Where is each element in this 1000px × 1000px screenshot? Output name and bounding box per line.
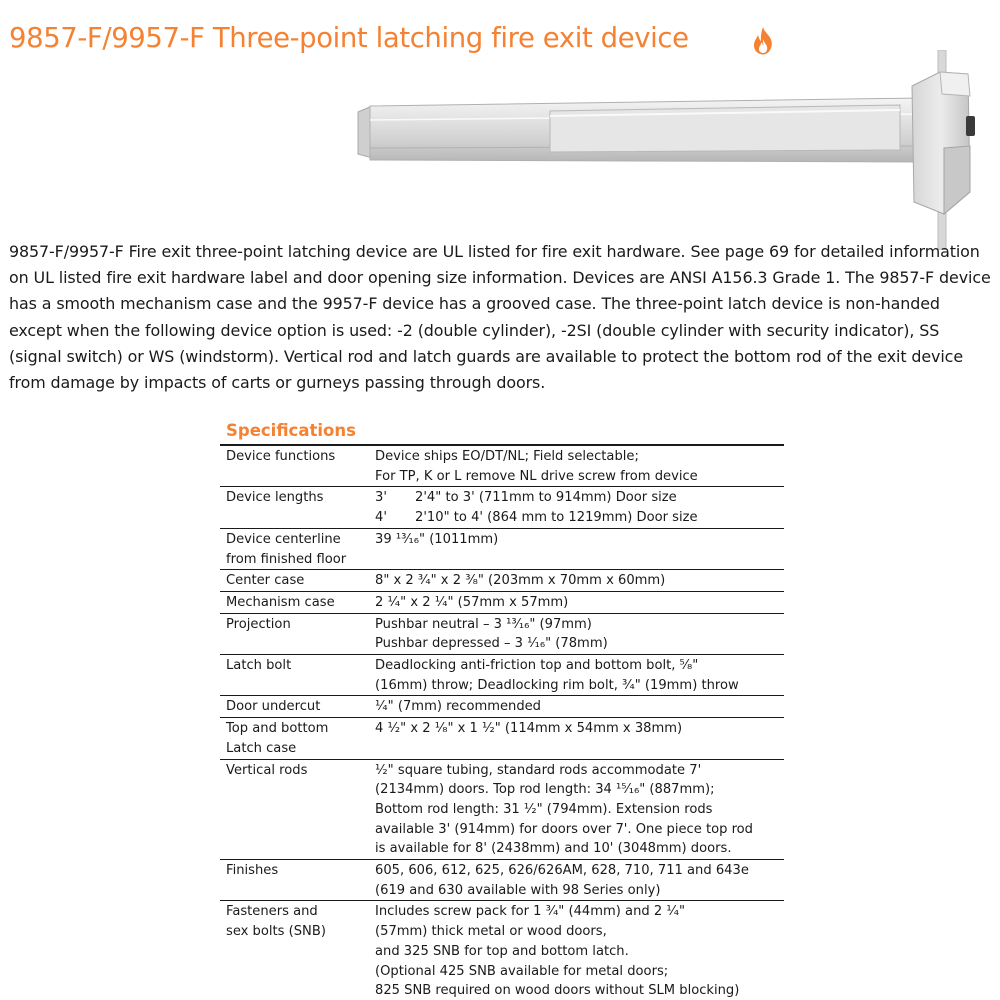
- spec-label-line: Latch case: [226, 740, 297, 756]
- spec-value-line: Pushbar depressed – 3 ¹⁄₁₆" (78mm): [375, 636, 608, 652]
- spec-value: [369, 696, 784, 718]
- spec-label: [220, 591, 369, 613]
- spec-value-line: 8" x 2 ³⁄₄" x 2 ³⁄₈" (203mm x 70mm x 60mm): [375, 573, 666, 589]
- spec-value: [369, 655, 784, 696]
- spec-row: [220, 570, 784, 592]
- spec-label-line: Device centerline: [226, 531, 341, 547]
- spec-label: [220, 487, 369, 528]
- spec-value: [369, 591, 784, 613]
- device-length-size: 4': [375, 510, 387, 526]
- spec-label-line: Latch bolt: [226, 658, 292, 674]
- device-length-range: 2'10" to 4' (864 mm to 1219mm) Door size: [415, 510, 698, 526]
- spec-row: [220, 860, 784, 901]
- spec-row: [220, 718, 784, 759]
- spec-value-line: (619 and 630 available with 98 Series only): [375, 882, 661, 898]
- spec-label: [220, 570, 369, 592]
- spec-row: [220, 445, 784, 487]
- spec-label: [220, 655, 369, 696]
- device-length-entry: [375, 508, 784, 528]
- spec-row: [220, 759, 784, 860]
- spec-value-line: and 325 SNB for top and bottom latch.: [375, 943, 629, 959]
- spec-value-line: (16mm) throw; Deadlocking rim bolt, ³⁄₄" (19mm) throw: [375, 677, 739, 693]
- spec-label-line: Center case: [226, 573, 305, 589]
- spec-value-line: ¹⁄₂" square tubing, standard rods accommodate 7': [375, 762, 702, 778]
- spec-row: [220, 591, 784, 613]
- spec-row: [220, 528, 784, 569]
- spec-label-line: Door undercut: [226, 699, 321, 715]
- spec-value-line: (57mm) thick metal or wood doors,: [375, 924, 607, 940]
- spec-value: [369, 487, 784, 528]
- spec-label-line: Finishes: [226, 863, 279, 879]
- spec-label-line: Device lengths: [226, 490, 324, 506]
- spec-value-line: (2134mm) doors. Top rod length: 34 ¹⁵⁄₁₆" (887mm);: [375, 782, 715, 798]
- spec-row: [220, 655, 784, 696]
- spec-value-line: Bottom rod length: 31 ¹⁄₂" (794mm). Extension rods: [375, 801, 713, 817]
- page-title: 9857-F/9957-F Three-point latching fire exit device: [9, 22, 689, 54]
- specifications-heading: Specifications: [226, 421, 356, 440]
- spec-value-line: 825 SNB required on wood doors without SLM blocking): [375, 983, 740, 999]
- spec-label-line: sex bolts (SNB): [226, 924, 326, 940]
- spec-value: [369, 860, 784, 901]
- spec-label-line: Top and bottom: [226, 721, 329, 737]
- spec-value-line: Includes screw pack for 1 ³⁄₄" (44mm) and 2 ¹⁄₄": [375, 904, 686, 920]
- spec-row: [220, 613, 784, 654]
- spec-value: [369, 613, 784, 654]
- device-length-entry: [375, 488, 784, 508]
- intro-paragraph: 9857-F/9957-F Fire exit three-point latching device are UL listed for fire exit hardware. See page 69 for detailed information on UL listed fire exit hardware label and door opening size information. Devices are ANSI A156.3 Grade 1. The 9857-F device has a smooth mechanism case and the 9957-F device has a grooved case. The three-point latch device is non-handed except when the following device option is used: -2 (double cylinder), -2SI (double cylinder with security indicator), SS (signal switch) or WS (windstorm). Vertical rod and latch guards are available to protect the bottom rod of the exit device from damage by impacts of carts or gurneys passing through doors.: [9, 242, 991, 393]
- spec-label-line: Fasteners and: [226, 904, 318, 920]
- specifications-table: [220, 444, 784, 1000]
- spec-value-line: Pushbar neutral – 3 ¹³⁄₁₆" (97mm): [375, 616, 592, 632]
- spec-value: [369, 901, 784, 1000]
- spec-value-line: available 3' (914mm) for doors over 7'. One piece top rod: [375, 821, 753, 837]
- spec-label: [220, 696, 369, 718]
- spec-label: [220, 528, 369, 569]
- specifications-table-body: [220, 445, 784, 1000]
- spec-value: [369, 445, 784, 487]
- spec-value: [369, 718, 784, 759]
- spec-row: [220, 487, 784, 528]
- spec-label: [220, 613, 369, 654]
- spec-value-line: (Optional 425 SNB available for metal doors;: [375, 963, 669, 979]
- spec-value-line: For TP, K or L remove NL drive screw from device: [375, 468, 698, 484]
- spec-label: [220, 718, 369, 759]
- spec-value-line: is available for 8' (2438mm) and 10' (3048mm) doors.: [375, 841, 732, 857]
- spec-row: [220, 696, 784, 718]
- spec-label: [220, 759, 369, 860]
- spec-label-line: Mechanism case: [226, 594, 335, 610]
- spec-value-line: 605, 606, 612, 625, 626/626AM, 628, 710, 711 and 643e: [375, 863, 749, 879]
- spec-value-line: Deadlocking anti-friction top and bottom bolt, ⁵⁄₈": [375, 658, 699, 674]
- spec-label-line: Vertical rods: [226, 762, 308, 778]
- spec-value-line: 4 ¹⁄₂" x 2 ¹⁄₈" x 1 ¹⁄₂" (114mm x 54mm x 38mm): [375, 721, 683, 737]
- exit-device-image: [340, 50, 1000, 250]
- device-length-range: 2'4" to 3' (711mm to 914mm) Door size: [415, 490, 677, 506]
- spec-label: [220, 901, 369, 1000]
- spec-label: [220, 445, 369, 487]
- spec-label-line: Device functions: [226, 449, 336, 464]
- spec-label-line: from finished floor: [226, 551, 347, 567]
- spec-value: [369, 759, 784, 860]
- spec-value: [369, 528, 784, 569]
- spec-value: [369, 570, 784, 592]
- spec-row: [220, 901, 784, 1000]
- spec-label-line: Projection: [226, 616, 291, 632]
- spec-value-line: 2 ¹⁄₄" x 2 ¹⁄₄" (57mm x 57mm): [375, 594, 569, 610]
- spec-value-line: ¹⁄₄" (7mm) recommended: [375, 699, 541, 715]
- spec-value-line: 39 ¹³⁄₁₆" (1011mm): [375, 531, 499, 547]
- spec-value-line: Device ships EO/DT/NL; Field selectable;: [375, 449, 639, 464]
- spec-label: [220, 860, 369, 901]
- device-length-size: 3': [375, 490, 387, 506]
